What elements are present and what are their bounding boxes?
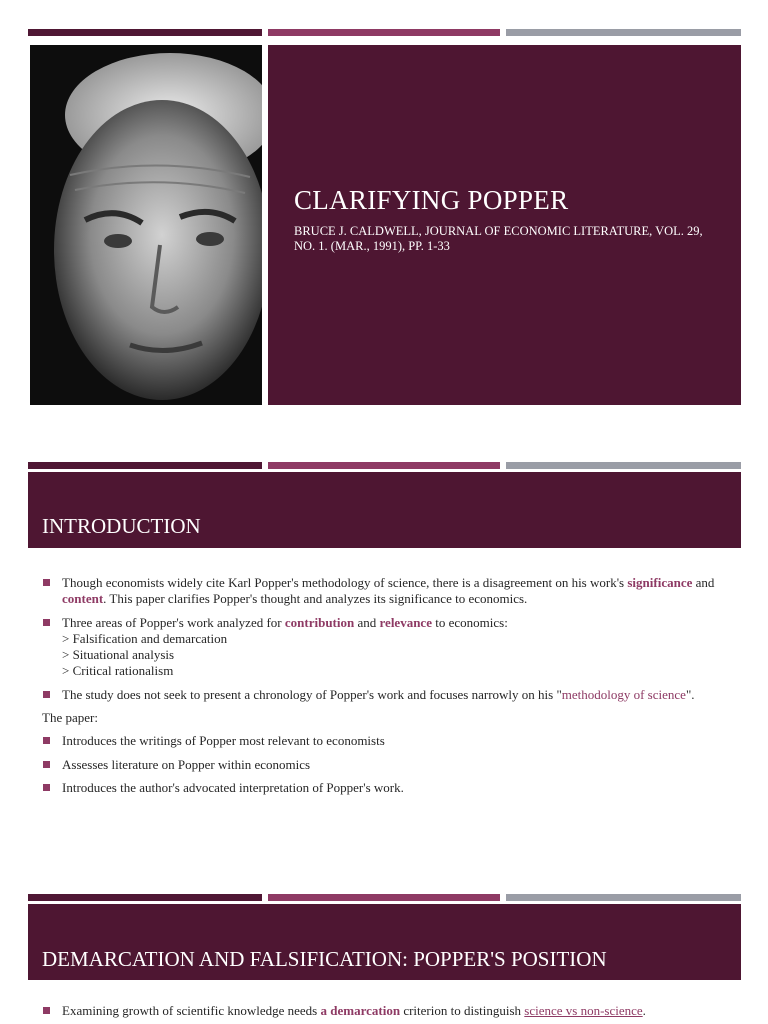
slide1-topbar-grey — [506, 29, 741, 36]
slide3-topbar-mid — [268, 894, 500, 901]
slide3-topbar-dark — [28, 894, 262, 901]
list-item — [42, 615, 732, 680]
slide2-topbar-mid — [268, 462, 500, 469]
science-vs-non-science-link[interactable]: science vs non-science — [524, 1003, 643, 1018]
slide1-topbar-dark — [28, 29, 262, 36]
slide3-heading: DEMARCATION AND FALSIFICATION: POPPER'S POSITION — [42, 947, 607, 971]
text-segment: Though economists widely cite Karl Popper's methodology of science, there is a disagreement on his work's — [62, 575, 628, 590]
slide2-topbar-dark — [28, 462, 262, 469]
slide3-topbar-grey — [506, 894, 741, 901]
text-segment: Examining growth of scientific knowledge needs — [62, 1003, 321, 1018]
list-item — [42, 757, 732, 773]
text-segment: Introduces the author's advocated interpretation of Popper's work. — [62, 779, 404, 795]
highlight-methodology: methodology of science — [561, 686, 686, 702]
bullet-square-icon — [43, 691, 50, 698]
bullet-square-icon — [43, 1007, 50, 1014]
list-item — [42, 575, 732, 608]
text-segment: ". — [685, 686, 695, 702]
highlight-demarcation: a demarcation — [320, 1003, 401, 1018]
list-item — [42, 733, 732, 749]
bullet-square-icon — [43, 619, 50, 626]
text-segment: Assesses literature on Popper within economics — [62, 756, 311, 772]
portrait-photo-icon — [30, 45, 262, 405]
title-panel — [268, 45, 741, 405]
bullet-square-icon — [43, 579, 50, 586]
text-segment: and — [692, 575, 715, 590]
slide2-heading-band — [28, 472, 741, 548]
sub-item: > Falsification and demarcation — [62, 630, 228, 646]
bullet-square-icon — [43, 784, 50, 791]
text-segment: . — [642, 1003, 646, 1018]
list-item — [42, 687, 732, 703]
highlight-content: content — [62, 591, 104, 607]
list-item — [42, 780, 732, 796]
sub-item: > Situational analysis — [62, 647, 175, 663]
slide2-topbar-grey — [506, 462, 741, 469]
text-segment: Introduces the writings of Popper most relevant to economists — [62, 733, 385, 749]
slide1-topbar-mid — [268, 29, 500, 36]
text-segment: . This paper clarifies Popper's thought and analyzes its significance to economics. — [103, 591, 528, 607]
paper-label: The paper: — [42, 710, 98, 726]
slide3-heading-band — [28, 904, 741, 980]
highlight-significance: significance — [627, 575, 693, 590]
presentation-title: CLARIFYING POPPER — [294, 185, 569, 215]
text-segment: to economics: — [431, 614, 508, 630]
slide2-heading: INTRODUCTION — [42, 514, 201, 538]
highlight-relevance: relevance — [379, 614, 432, 630]
highlight-contribution: contribution — [284, 614, 355, 630]
bullet-square-icon — [43, 737, 50, 744]
slide3-content — [42, 1003, 732, 1019]
text-segment: The study does not seek to present a chronology of Popper's work and focuses narrowly on his " — [62, 686, 562, 702]
sub-item: > Critical rationalism — [62, 663, 174, 679]
text-segment: Three areas of Popper's work analyzed for — [62, 614, 285, 630]
presentation-subtitle: BRUCE J. CALDWELL, JOURNAL OF ECONOMIC LITERATURE, VOL. 29, NO. 1. (MAR., 1991), PP. 1-33 — [294, 224, 703, 253]
portrait-illustration — [30, 45, 262, 405]
list-item — [42, 1003, 732, 1019]
slide2-content — [42, 575, 732, 796]
bullet-square-icon — [43, 761, 50, 768]
text-segment: and — [354, 614, 380, 630]
text-segment: criterion to distinguish — [400, 1003, 525, 1018]
